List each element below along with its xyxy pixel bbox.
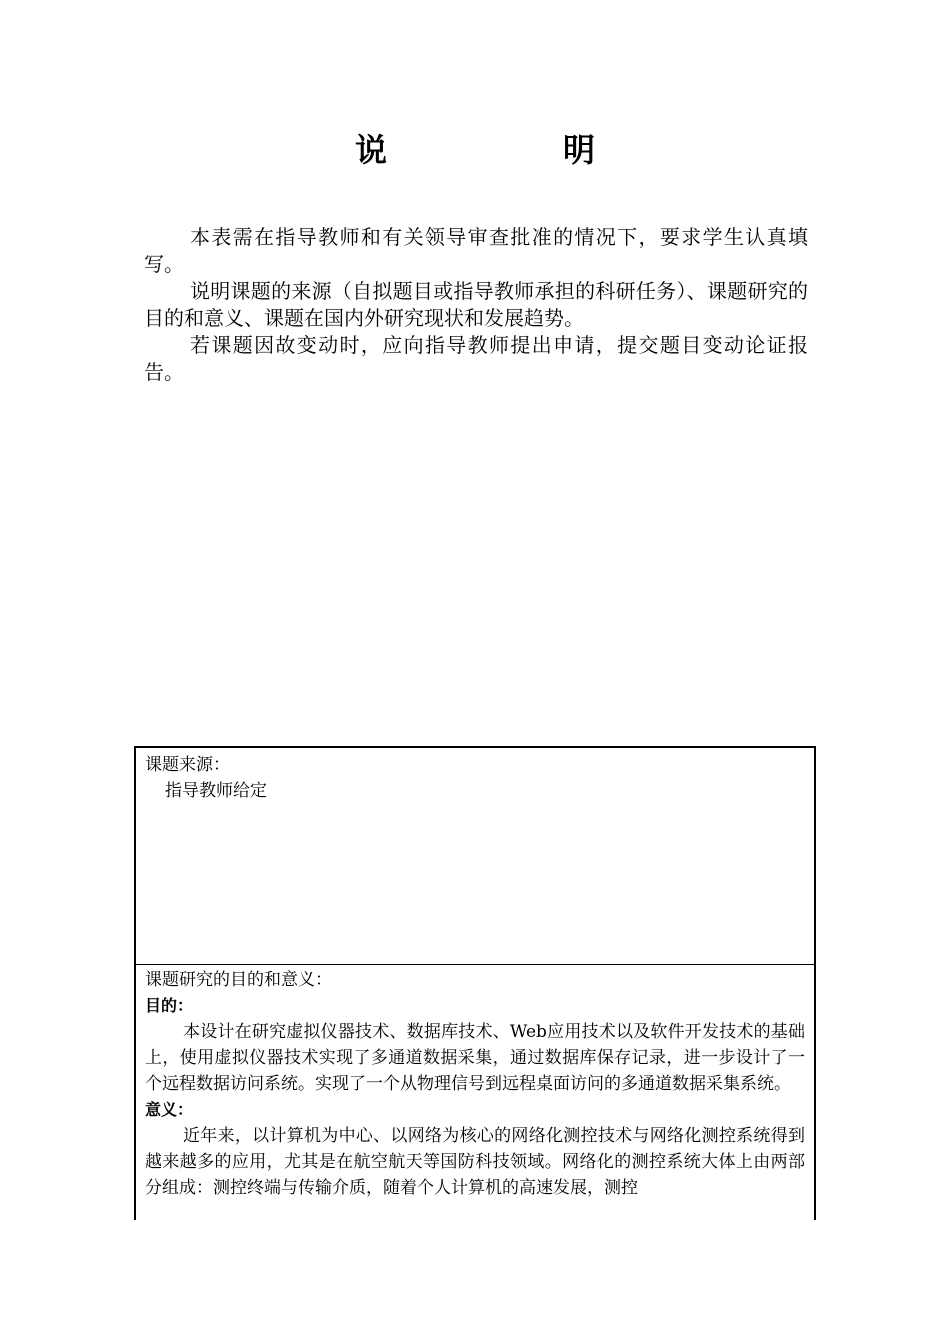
instruction-paragraph: 本表需在指导教师和有关领导审查批准的情况下，要求学生认真填写。 bbox=[144, 225, 808, 276]
meaning-paragraph: 近年来，以计算机为中心、以网络为核心的网络化测控技术与网络化测控系统得到越来越多的应用，尤其是在航空航天等国防科技领域。网络化的测控系统大体上由两部分组成：测控终端与传输介质，随着个人计算机的高速发展，测控 bbox=[145, 1126, 805, 1198]
meaning-heading: 意义： bbox=[145, 1100, 194, 1119]
proposal-form-table bbox=[134, 746, 816, 1220]
purpose-meaning-cell bbox=[136, 965, 814, 1201]
instruction-paragraph: 说明课题的来源（自拟题目或指导教师承担的科研任务）、课题研究的目的和意义、课题在国内外研究现状和发展趋势。 bbox=[144, 279, 808, 330]
goal-heading: 目的： bbox=[145, 996, 194, 1015]
purpose-meaning-label: 课题研究的目的和意义： bbox=[145, 970, 332, 990]
topic-source-value: 指导教师给定 bbox=[165, 781, 267, 801]
instructions bbox=[144, 224, 808, 386]
topic-source-label: 课题来源： bbox=[145, 755, 230, 775]
topic-source-cell bbox=[136, 748, 814, 965]
page-title: 说 明 bbox=[354, 131, 667, 169]
instruction-paragraph: 若课题因故变动时，应向指导教师提出申请，提交题目变动论证报告。 bbox=[144, 333, 808, 384]
goal-paragraph: 本设计在研究虚拟仪器技术、数据库技术、Web应用技术以及软件开发技术的基础上，使用虚拟仪器技术实现了多通道数据采集，通过数据库保存记录，进一步设计了一个远程数据访问系统。实现了一个从物理信号到远程桌面访问的多通道数据采集系统。 bbox=[145, 1022, 805, 1094]
